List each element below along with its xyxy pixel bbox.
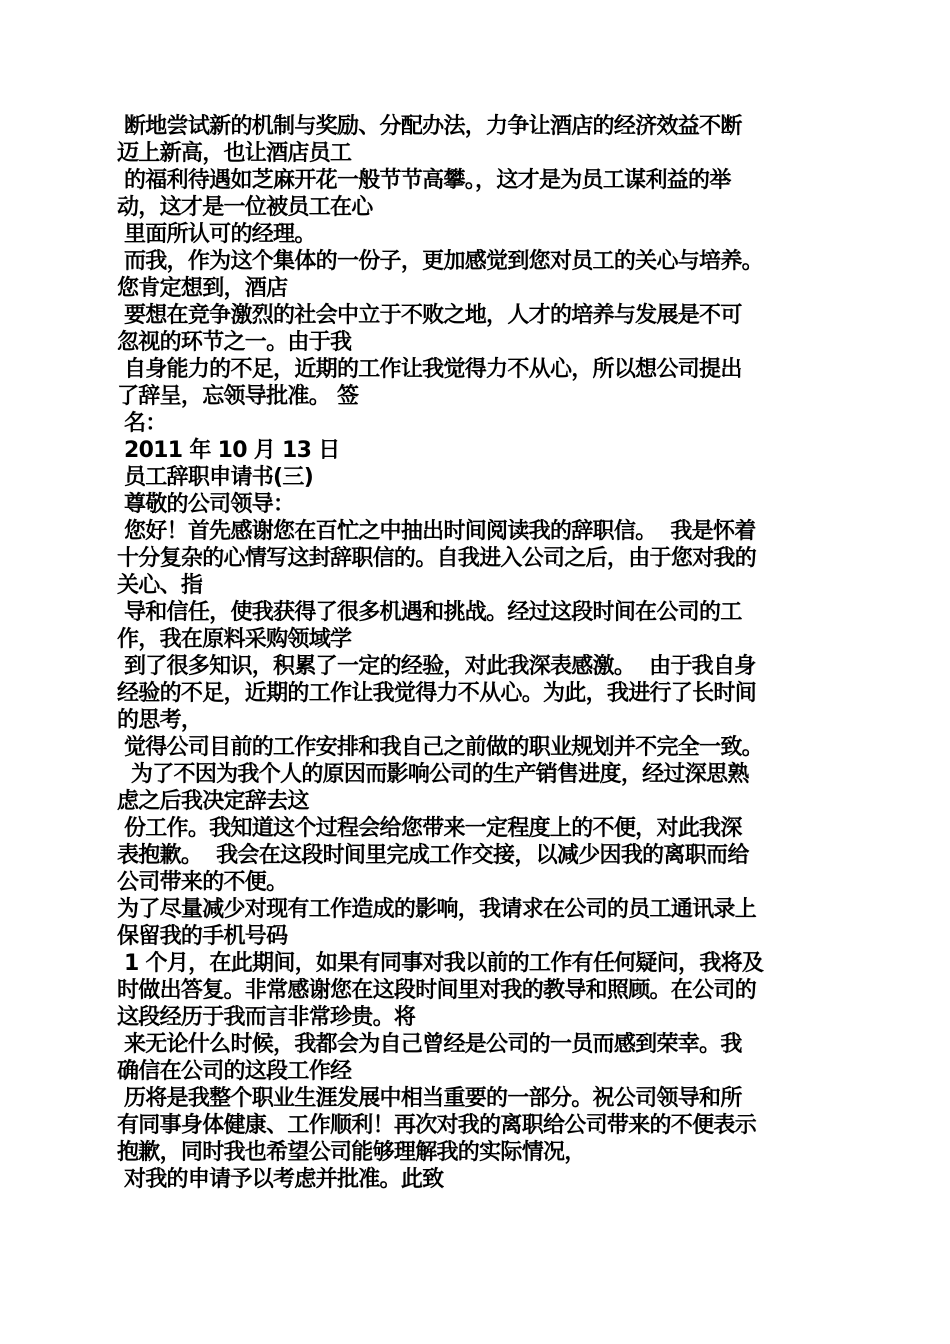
text-line: 的福利待遇如芝麻开花一般节节高攀。，这才是为员工谋利益的举 (117, 168, 731, 193)
text-line: 为了尽量减少对现有工作造成的影响，我请求在公司的员工通讯录上 (117, 897, 757, 922)
text-line: 里面所认可的经理。 (117, 222, 316, 247)
signature-label: 名： (117, 411, 167, 436)
text-line: 这段经历于我而言非常珍贵。将 (117, 1005, 416, 1030)
document-body (117, 113, 837, 1193)
text-line: 作，我在原料采购领域学 (117, 627, 352, 652)
text-line: 而我，作为这个集体的一份子，更加感觉到您对员工的关心与培养。 (117, 249, 763, 274)
section-title: 员工辞职申请书(三) (117, 465, 314, 490)
text-line: 历将是我整个职业生涯发展中相当重要的一部分。祝公司领导和所 (117, 1086, 742, 1111)
text-line: 抱歉，同时我也希望公司能够理解我的实际情况， (117, 1140, 586, 1165)
text-line: 为了不因为我个人的原因而影响公司的生产销售进度，经过深思熟 (117, 762, 749, 787)
text-line: 导和信任，使我获得了很多机遇和挑战。经过这段时间在公司的工 (117, 600, 742, 625)
text-line: 断地尝试新的机制与奖励、分配办法，力争让酒店的经济效益不断 (117, 114, 742, 139)
salutation: 尊敬的公司领导： (117, 492, 295, 517)
text-line: 确信在公司的这段工作经 (117, 1059, 352, 1084)
text-line: 忽视的环节之一。由于我 (117, 330, 352, 355)
text-line: 您肯定想到，酒店 (117, 276, 288, 301)
text-line: 自身能力的不足，近期的工作让我觉得力不从心，所以想公司提出 (117, 357, 742, 382)
text-line: 关心、指 (117, 573, 203, 598)
text-line: 有同事身体健康、工作顺利！再次对我的离职给公司带来的不便表示 (117, 1113, 757, 1138)
text-line: 到了很多知识，积累了一定的经验，对此我深表感激。 由于我自身 (117, 654, 756, 679)
text-line: 保留我的手机号码 (117, 924, 288, 949)
text-line: 表抱歉。 我会在这段时间里完成工作交接，以减少因我的离职而给 (117, 843, 749, 868)
text-line: 时做出答复。非常感谢您在这段时间里对我的教导和照顾。在公司的 (117, 978, 757, 1003)
text-line: 来无论什么时候，我都会为自己曾经是公司的一员而感到荣幸。我 (117, 1032, 742, 1057)
text-line: 经验的不足，近期的工作让我觉得力不从心。为此，我进行了长时间 (117, 681, 757, 706)
text-line: 要想在竞争激烈的社会中立于不败之地，人才的培养与发展是不可 (117, 303, 742, 328)
text-line: 1 个月，在此期间，如果有同事对我以前的工作有任何疑问，我将及 (117, 951, 764, 976)
text-line: 动，这才是一位被员工在心 (117, 195, 373, 220)
text-line: 觉得公司目前的工作安排和我自己之前做的职业规划并不完全一致。 (117, 735, 763, 760)
date-line: 2011 年 10 月 13 日 (117, 438, 340, 463)
text-line: 份工作。我知道这个过程会给您带来一定程度上的不便，对此我深 (117, 816, 742, 841)
closing-line: 对我的申请予以考虑并批准。此致 (117, 1167, 444, 1192)
text-line: 了辞呈，忘领导批准。 签 (117, 384, 359, 409)
text-line: 迈上新高，也让酒店员工 (117, 141, 352, 166)
text-line: 虑之后我决定辞去这 (117, 789, 309, 814)
text-line: 公司带来的不便。 (117, 870, 288, 895)
text-line: 您好！首先感谢您在百忙之中抽出时间阅读我的辞职信。 我是怀着 (117, 519, 756, 544)
text-line: 十分复杂的心情写这封辞职信的。自我进入公司之后，由于您对我的 (117, 546, 757, 571)
text-line: 的思考， (117, 708, 203, 733)
